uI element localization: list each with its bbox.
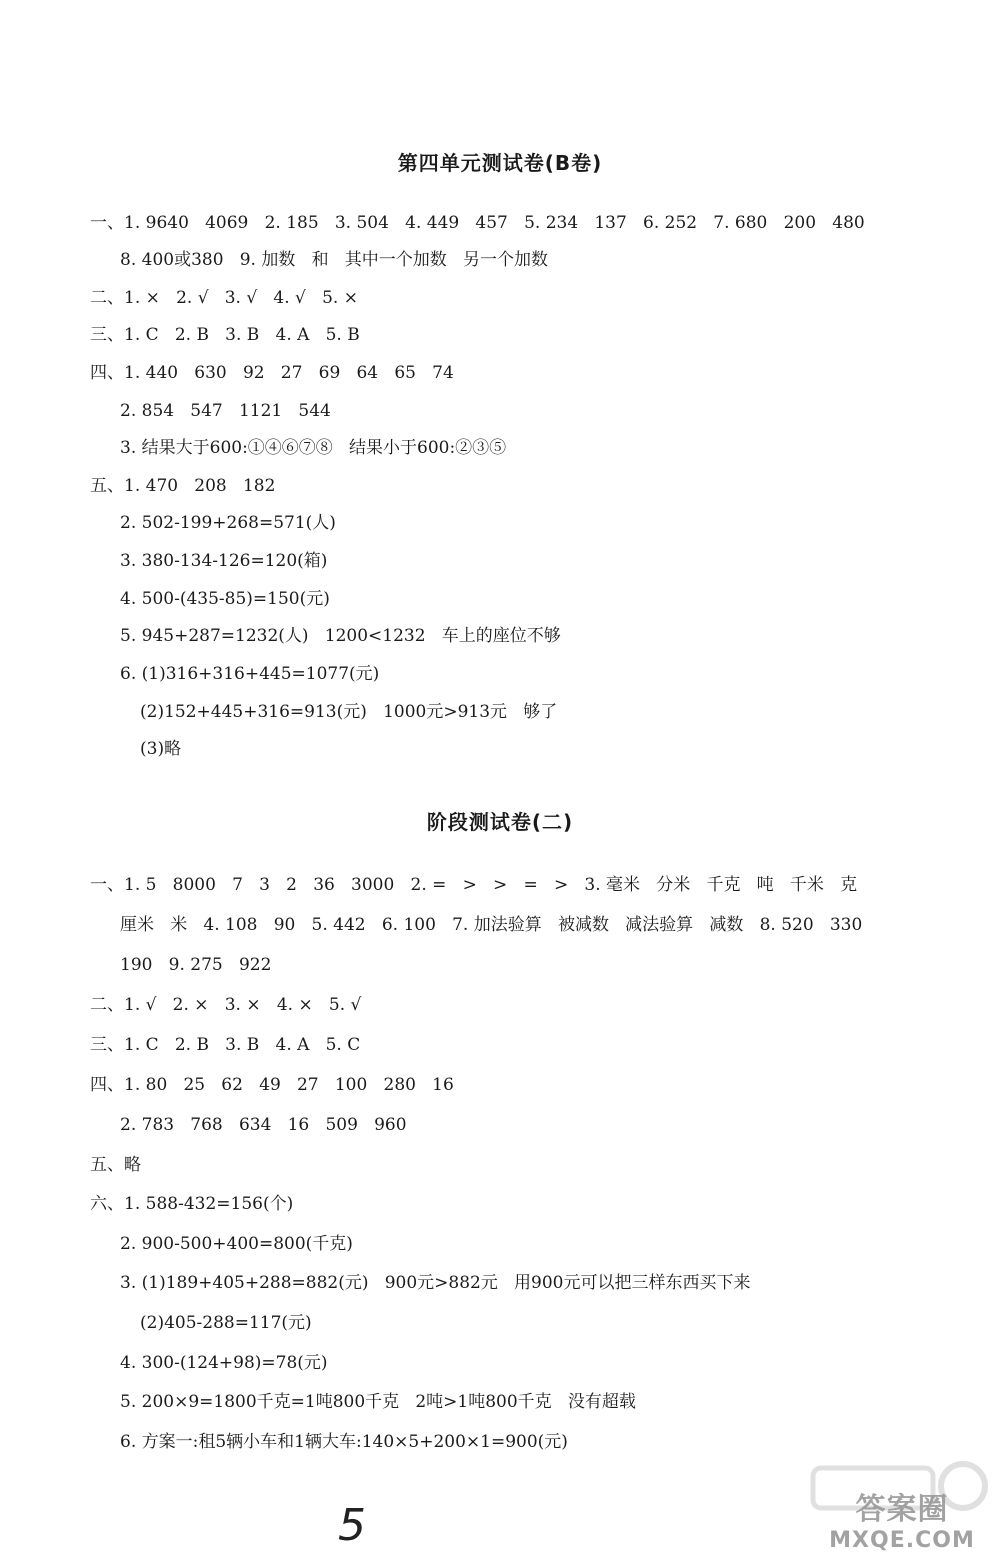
answer-line: 4. 300-(124+98)=78(元) — [120, 1353, 328, 1373]
answer-line: 8. 400或380 9. 加数 和 其中一个加数 另一个加数 — [120, 250, 548, 270]
answer-line: 六、1. 588-432=156(个) — [90, 1194, 294, 1214]
page-number: 5 — [338, 1500, 366, 1551]
answer-line: 6. (1)316+316+445=1077(元) — [120, 664, 380, 684]
answer-line: 3. 结果大于600:①④⑥⑦⑧ 结果小于600:②③⑤ — [120, 438, 507, 458]
answer-line: (3)略 — [140, 739, 182, 759]
watermark-line2: MXQE.COM — [829, 1528, 975, 1553]
answer-line: 二、1. × 2. √ 3. √ 4. √ 5. × — [90, 288, 358, 308]
answer-line: 2. 502-199+268=571(人) — [120, 513, 336, 533]
answer-line: 5. 945+287=1232(人) 1200<1232 车上的座位不够 — [120, 626, 561, 646]
answer-line: 4. 500-(435-85)=150(元) — [120, 589, 330, 609]
answer-line: 5. 200×9=1800千克=1吨800千克 2吨>1吨800千克 没有超载 — [120, 1392, 636, 1412]
section-title-unit4-b: 第四单元测试卷(B卷) — [397, 151, 603, 175]
answer-line: 四、1. 440 630 92 27 69 64 65 74 — [90, 363, 454, 383]
answer-line: 五、略 — [90, 1155, 141, 1175]
answer-line: 一、1. 9640 4069 2. 185 3. 504 4. 449 457 5. 234 137 6. 252 7. 680 200 480 — [90, 213, 865, 233]
answer-line: (2)152+445+316=913(元) 1000元>913元 够了 — [140, 702, 558, 722]
answer-line: 三、1. C 2. B 3. B 4. A 5. B — [90, 325, 360, 345]
answer-line: 一、1. 5 8000 7 3 2 36 3000 2. = > > = > 3. 毫米 分米 千克 吨 千米 克 — [90, 875, 858, 895]
answer-line: 2. 783 768 634 16 509 960 — [120, 1115, 407, 1135]
answer-line: 6. 方案一:租5辆小车和1辆大车:140×5+200×1=900(元) — [120, 1432, 568, 1452]
answer-line: 190 9. 275 922 — [120, 955, 272, 975]
answer-line: 五、1. 470 208 182 — [90, 476, 276, 496]
answer-line: 2. 900-500+400=800(千克) — [120, 1234, 353, 1254]
answer-line: 四、1. 80 25 62 49 27 100 280 16 — [90, 1075, 454, 1095]
answer-line: 二、1. √ 2. × 3. × 4. × 5. √ — [90, 995, 362, 1015]
answer-line: (2)405-288=117(元) — [140, 1313, 312, 1333]
answer-line: 三、1. C 2. B 3. B 4. A 5. C — [90, 1035, 361, 1055]
answer-line: 3. 380-134-126=120(箱) — [120, 551, 328, 571]
answer-line: 3. (1)189+405+288=882(元) 900元>882元 用900元可以把三样东西买下来 — [120, 1273, 751, 1293]
section-title-stage-test-2: 阶段测试卷(二) — [426, 810, 574, 834]
answer-line: 2. 854 547 1121 544 — [120, 401, 331, 421]
answer-line: 厘米 米 4. 108 90 5. 442 6. 100 7. 加法验算 被减数 减法验算 减数 8. 520 330 — [120, 915, 863, 935]
watermark-line1: 答案圈 — [855, 1492, 949, 1527]
watermark-text — [812, 1484, 992, 1553]
